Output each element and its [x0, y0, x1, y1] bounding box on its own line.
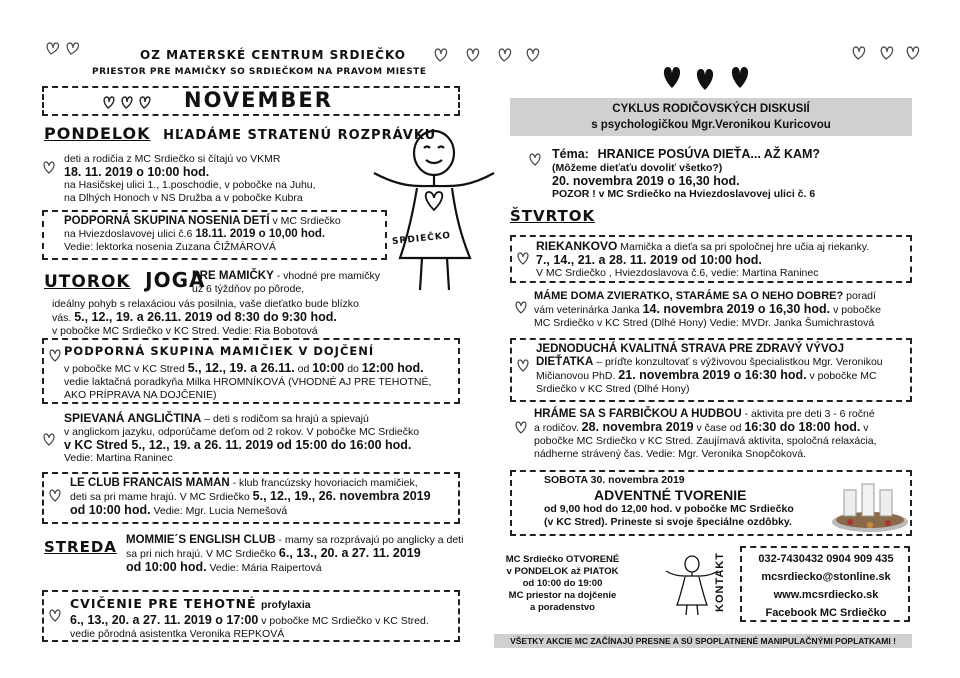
text-line: vedie laktačná poradkyňa Milka HROMNÍKOVÁ (VHODNÉ AJ PRE TEHOTNÉ, [64, 376, 432, 388]
event-time: od 10:00 hod. [126, 560, 207, 574]
text-line: – príďte konzultovať s výživovou špecialistkou Mgr. Veronikou [596, 356, 883, 368]
contact-phone[interactable]: 032-7430432 0904 909 435 [758, 553, 894, 565]
text-line: poradí [846, 290, 876, 302]
text-line: AKO PRÍPRAVA NA DOJČENIE) [64, 389, 217, 401]
footer-banner [494, 634, 912, 648]
text-line: - klub francúzsky hovoriacich mamičiek, [232, 477, 418, 489]
text-line: vás. [52, 312, 72, 324]
day-utorok: UTOROK [44, 272, 131, 292]
text-line: v pobočke MC Srdiečko v KC Stred. Vedie: Ria Bobotová [52, 325, 318, 337]
heart-icon [850, 44, 920, 62]
event-date: 14. novembra 2019 o 16,30 hod. [642, 302, 831, 316]
anglictina-event [64, 412, 464, 465]
text-line: od 10:00 do 19:00 [522, 578, 603, 589]
event-date: 5., 12., 19. a 26.11. [187, 361, 295, 375]
footer-text: VŠETKY AKCIE MC ZAČÍNAJÚ PRESNE A SÚ SPOPLATNENÉ MANIPULAČNÝMI POPLATKAMI ! [510, 636, 896, 646]
text-line: Vedie: Mária Raipertová [209, 562, 322, 574]
text-line: sa pri nich hrajú. V MC Srdiečko [126, 548, 276, 560]
cycle-banner [510, 98, 912, 136]
event-time: od 10:00 hod. [70, 503, 151, 517]
opening-hours [500, 554, 625, 614]
text-line: nádherne strávený čas. Vedie: Mgr. Veronika Snopčoková. [534, 448, 807, 460]
text-line: deti a rodičia z MC Srdiečko si čítajú vo VKMR [64, 153, 281, 165]
text-line: na Hasičskej ulici 1., 1.poschodie, v pobočke na Juhu, [64, 179, 316, 191]
event-date: 5., 12., 19., 26. novembra 2019 [252, 489, 431, 503]
tema-title: HRANICE POSÚVA DIEŤA... AŽ KAM? [597, 147, 821, 161]
heart-icon [42, 160, 56, 174]
tema-label: Téma: [552, 147, 589, 161]
riekankovo-box [510, 235, 912, 283]
heart-icon [516, 251, 530, 265]
event-date: 18. 11. 2019 o 10:00 hod. [64, 165, 210, 179]
text-line: v anglickom jazyku, odporúčame deťom od 2 rokov. V pobočke MC Srdiečko [64, 426, 420, 438]
anglictina-title: SPIEVANÁ ANGLIČTINA [64, 411, 202, 425]
heart-icon [660, 62, 760, 92]
event-date: 18.11. 2019 o 10,00 hod. [195, 228, 326, 240]
cvicenie-title: CVIČENIE PRE TEHOTNÉ [70, 596, 257, 611]
heart-icon [102, 94, 152, 110]
event-time: 10:00 [312, 361, 345, 375]
text-line: vám veterinárka Janka [534, 304, 640, 316]
text-line: od [297, 363, 310, 375]
cycle-banner-subtitle: s psychologičkou Mgr.Veronikou Kuricovou [591, 119, 831, 131]
text-line: na Hviezdoslavovej ulici č.6 [64, 228, 193, 240]
zvieratko-title: MÁME DOMA ZVIERATKO, STARÁME SA O NEHO DOBRE? [534, 290, 844, 302]
event-time: 16:30 do 18:00 hod. [744, 420, 861, 434]
joga-title: JOGA [145, 268, 206, 292]
day-pondelok: PONDELOK [44, 124, 151, 143]
cvicenie-box [42, 590, 460, 642]
text-line: MC priestor na dojčenie [508, 590, 617, 601]
zvieratko-event [534, 290, 912, 330]
pondelok-event [64, 153, 384, 205]
contact-label: KONTAKT [714, 552, 726, 612]
text-line: v [863, 422, 869, 434]
text-line: v pobočke MC v KC Stred [64, 363, 185, 375]
joga-subtitle: PRE MAMIČKY [192, 270, 274, 282]
dojcenie-text [64, 362, 459, 402]
text-line: MC Srdiečko OTVORENÉ [505, 554, 620, 565]
text-line: v pobočke MC [809, 370, 877, 382]
heart-icon [48, 608, 62, 622]
decorative-hearts-top-left [45, 40, 85, 56]
day-stvrtok: ŠTVRTOK [510, 207, 596, 225]
pondelok-title: HĽADÁME STRATENÚ ROZPRÁVKU [163, 128, 437, 143]
text-line: v PONDELOK až PIATOK [506, 566, 619, 577]
figure-label: SRDIEČKO [391, 230, 452, 248]
decorative-hearts-filled [660, 62, 760, 92]
text-line: v pobočke MC Srdiečko [675, 503, 794, 515]
streda-event [126, 534, 466, 575]
org-tagline: PRIESTOR PRE MAMIČKY SO SRDIEČKOM NA PRAVOM MIESTE [92, 67, 427, 77]
nosenie-box [42, 210, 387, 260]
month-banner [42, 86, 460, 116]
text-line: Vedie: lektorka nosenia Zuzana ČIŽMÁROVÁ [64, 241, 276, 253]
sobota-text [544, 474, 844, 529]
text-line: do [347, 363, 359, 375]
text-line: - vhodné pre mamičky už 6 týždňov po pôrode, [192, 270, 380, 295]
club-box [42, 472, 460, 524]
tema-note: POZOR ! v MC Srdiečko na Hviezdoslavovej ulici č. 6 [552, 188, 816, 200]
text-line: MC Srdiečko v KC Stred (Dlhé Hony) Vedie: MVDr. Janka Šumichrastová [534, 317, 875, 329]
text-line: a poradenstvo [530, 602, 595, 613]
heart-icon [48, 348, 62, 362]
strava-title: JEDNODUCHÁ KVALITNÁ STRAVA PRE ZDRAVÝ VÝVOJ [536, 343, 844, 355]
month-title: NOVEMBER [184, 88, 333, 112]
text-line: deti sa pri mame hrajú. V MC Srdiečko [70, 491, 250, 503]
tema-subtitle: (Môžeme dieťaťu dovoliť všetko?) [552, 162, 723, 174]
day-streda: STREDA [44, 538, 117, 556]
text-line: v MC Srdiečko [272, 215, 341, 227]
heart-icon [48, 488, 62, 502]
heart-icon [528, 152, 542, 166]
contact-info [746, 550, 906, 622]
decorative-hearts-top-center [432, 46, 542, 64]
sobota-title: ADVENTNÉ TVORENIE [594, 487, 747, 503]
text-line: V MC Srdiečko , Hviezdoslavova č.6, vedie: Martina Raninec [536, 267, 819, 279]
srdiecko-small-figure [662, 555, 722, 617]
event-date: 7., 14., 21. a 28. 11. 2019 od 10:00 hod. [536, 253, 762, 267]
riekankovo-text [536, 240, 911, 280]
event-date: 28. novembra 2019 [581, 420, 694, 434]
text-line: Mičianovou PhD. [536, 370, 616, 382]
riekankovo-title: RIEKANKOVO [536, 239, 618, 253]
decorative-hearts-top-right [850, 44, 920, 62]
text-line: ideálny pohyb s relaxáciou vás posilnia, vaše dieťatko bude blízko [52, 298, 359, 310]
utorok-event [52, 270, 382, 338]
strava-box [510, 338, 912, 402]
text-line: v čase od [696, 422, 742, 434]
text-line: v pobočke [833, 304, 881, 316]
text-line: na Dlhých Honoch v NS Družba a v pobočke Kubra [64, 192, 303, 204]
text-line: a rodičov. [534, 422, 579, 434]
heart-icon [516, 358, 530, 372]
event-date: v KC Stred 5., 12., 19. a 26. 11. 2019 od 15:00 do 16:00 hod. [64, 438, 412, 452]
text-line: Vedie: Martina Raninec [64, 452, 173, 464]
text-line: vedie pôrodná asistentka Veronika REPKOVÁ [70, 628, 285, 640]
dojcenie-box [42, 338, 460, 404]
text-line: pobočke MC Srdiečko v KC Stred. Zaujímavá aktivita, spoločná relaxácia, [534, 435, 877, 447]
heart-icon [514, 300, 528, 314]
event-time: 12:00 hod. [361, 361, 424, 375]
club-text [70, 477, 460, 518]
srdiecko-figure [362, 128, 502, 293]
heart-icon [432, 46, 542, 64]
cvicenie-subtitle: profylaxia [261, 599, 311, 611]
farbicka-title: HRÁME SA S FARBIČKOU A HUDBOU [534, 408, 742, 420]
text-line: v pobočke MC Srdiečko v KC Stred. [261, 615, 429, 627]
event-date: 21. novembra 2019 o 16:30 hod. [618, 368, 807, 382]
heart-icon [45, 40, 85, 56]
text-line: - aktivita pre deti 3 - 6 ročné [744, 408, 875, 420]
event-time: od 9,00 hod do 12,00 hod. [544, 503, 673, 515]
contact-box [740, 546, 910, 622]
dojcenie-title: PODPORNÁ SKUPINA MAMIČIEK V DOJČENÍ [64, 344, 375, 358]
text-line: – deti s rodičom sa hrajú a spievajú [204, 413, 369, 425]
text-line: - mamy sa rozprávajú po anglicky a deti [278, 534, 464, 546]
cvicenie-text [70, 614, 460, 641]
tema-block [552, 148, 912, 201]
strava-text [536, 343, 911, 396]
cycle-banner-title: CYKLUS RODIČOVSKÝCH DISKUSIÍ [612, 103, 810, 115]
text-line: (v KC Stred). Prineste si svoje špeciálne ozdôbky. [544, 516, 792, 528]
event-date: 6., 13., 20. a 27. 11. 2019 o 17:00 [70, 613, 259, 627]
sobota-box [510, 470, 912, 536]
strava-title-2: DIEŤATKA [536, 356, 594, 368]
nosenie-title: PODPORNÁ SKUPINA NOSENIA DETÍ [64, 215, 270, 227]
event-date: 5., 12., 19. a 26.11. 2019 od 8:30 do 9:30 hod. [74, 310, 337, 324]
farbicka-event [534, 408, 912, 461]
heart-icon [514, 420, 528, 434]
club-title: LE CLUB FRANCAIS MAMAN [70, 477, 230, 489]
event-date: 20. novembra 2019 o 16,30 hod. [552, 174, 740, 188]
streda-title: MOMMIE´S ENGLISH CLUB [126, 534, 276, 546]
nosenie-text [64, 215, 384, 254]
text-line: Vedie: Mgr. Lucia Nemešová [153, 505, 288, 517]
contact-facebook[interactable]: Facebook MC Srdiečko [765, 607, 887, 619]
heart-icon [42, 432, 56, 446]
org-name: OZ MATERSKÉ CENTRUM SRDIEČKO [140, 48, 406, 62]
text-line: Mamička a dieťa sa pri spoločnej hre učia aj riekanky. [620, 241, 870, 253]
contact-email[interactable]: mcsrdiecko@stonline.sk [761, 571, 891, 583]
contact-website[interactable]: www.mcsrdiecko.sk [773, 589, 879, 601]
text-line: Srdiečko v KC Stred (Dlhé Hony) [536, 383, 690, 395]
cvicenie-heading [70, 595, 311, 613]
sobota-heading: SOBOTA 30. novembra 2019 [544, 474, 685, 486]
event-date: 6., 13., 20. a 27. 11. 2019 [278, 546, 421, 560]
advent-wreath-image [830, 476, 910, 534]
